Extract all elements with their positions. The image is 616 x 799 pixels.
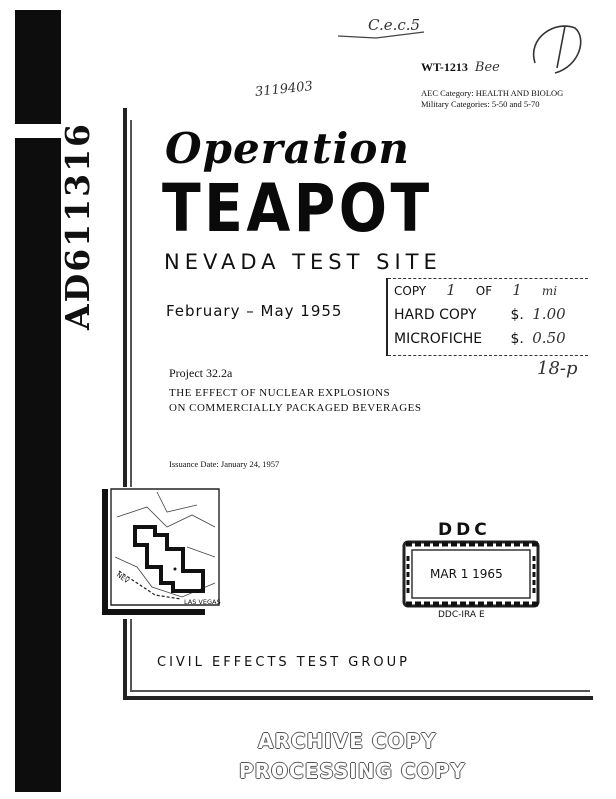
- project-title-line1: THE EFFECT OF NUCLEAR EXPLOSIONS: [169, 387, 391, 399]
- copy-label: COPY: [394, 284, 427, 298]
- ddc-ira-mark: DDC-IRA E: [438, 610, 485, 620]
- strip-gap: [15, 124, 61, 138]
- microfiche-currency: $.: [510, 331, 524, 347]
- site-name: NEVADA TEST SITE: [164, 250, 442, 274]
- map-label-road: NEV: [114, 570, 131, 586]
- handwritten-pages: 18-p: [537, 358, 578, 379]
- handwritten-number: 3119403: [254, 79, 314, 100]
- project-title: [169, 386, 422, 416]
- map-label-city: LAS VEGAS: [184, 598, 221, 606]
- copy-row: [394, 281, 557, 299]
- of-label: OF: [475, 284, 493, 298]
- report-id: WT-1213: [421, 60, 468, 74]
- microfiche-label: MICROFICHE: [394, 331, 483, 347]
- hard-copy-currency: $.: [510, 307, 524, 323]
- issuance-date: Issuance Date: January 24, 1957: [169, 459, 280, 469]
- aec-category: AEC Category: HEALTH AND BIOLOG: [421, 88, 564, 98]
- border-bottom-line: [123, 696, 593, 700]
- project-number: Project 32.2a: [169, 366, 233, 380]
- copy-price-box: [388, 278, 588, 356]
- microfiche-price: 0.50: [532, 329, 566, 347]
- hard-copy-price: 1.00: [532, 305, 566, 323]
- operation-name: TEAPOT: [162, 170, 433, 247]
- military-categories: Military Categories: 5-50 and 5-70: [421, 99, 540, 109]
- border-bottom-inner-line: [130, 690, 590, 692]
- copy-number: 1: [446, 281, 456, 299]
- ddc-received-date: MAR 1 1965: [430, 567, 503, 581]
- report-id-line: [421, 60, 500, 75]
- ddc-title: DDC: [438, 520, 491, 540]
- copy-total: 1: [512, 281, 522, 299]
- category-block: [421, 88, 563, 110]
- copy-suffix: mi: [541, 284, 558, 298]
- operation-label: Operation: [165, 124, 410, 173]
- project-title-line2: ON COMMERCIALLY PACKAGED BEVERAGES: [169, 402, 422, 414]
- handwritten-top-note: C.e.c.5: [368, 16, 421, 34]
- archive-copy-stamp: ARCHIVE COPY: [258, 729, 437, 753]
- operation-dates: February – May 1955: [166, 302, 343, 320]
- handwritten-report-suffix: Bee: [474, 60, 500, 75]
- processing-copy-stamp: PROCESSING COPY: [239, 759, 466, 783]
- hard-copy-label: HARD COPY: [394, 307, 477, 323]
- microfiche-row: [394, 329, 566, 347]
- handwritten-circle-one: [525, 18, 590, 80]
- hard-copy-row: [394, 305, 566, 323]
- civil-effects-group: CIVIL EFFECTS TEST GROUP: [157, 655, 410, 670]
- handwritten-underline: [336, 28, 426, 42]
- accession-number: AD611316: [58, 122, 97, 330]
